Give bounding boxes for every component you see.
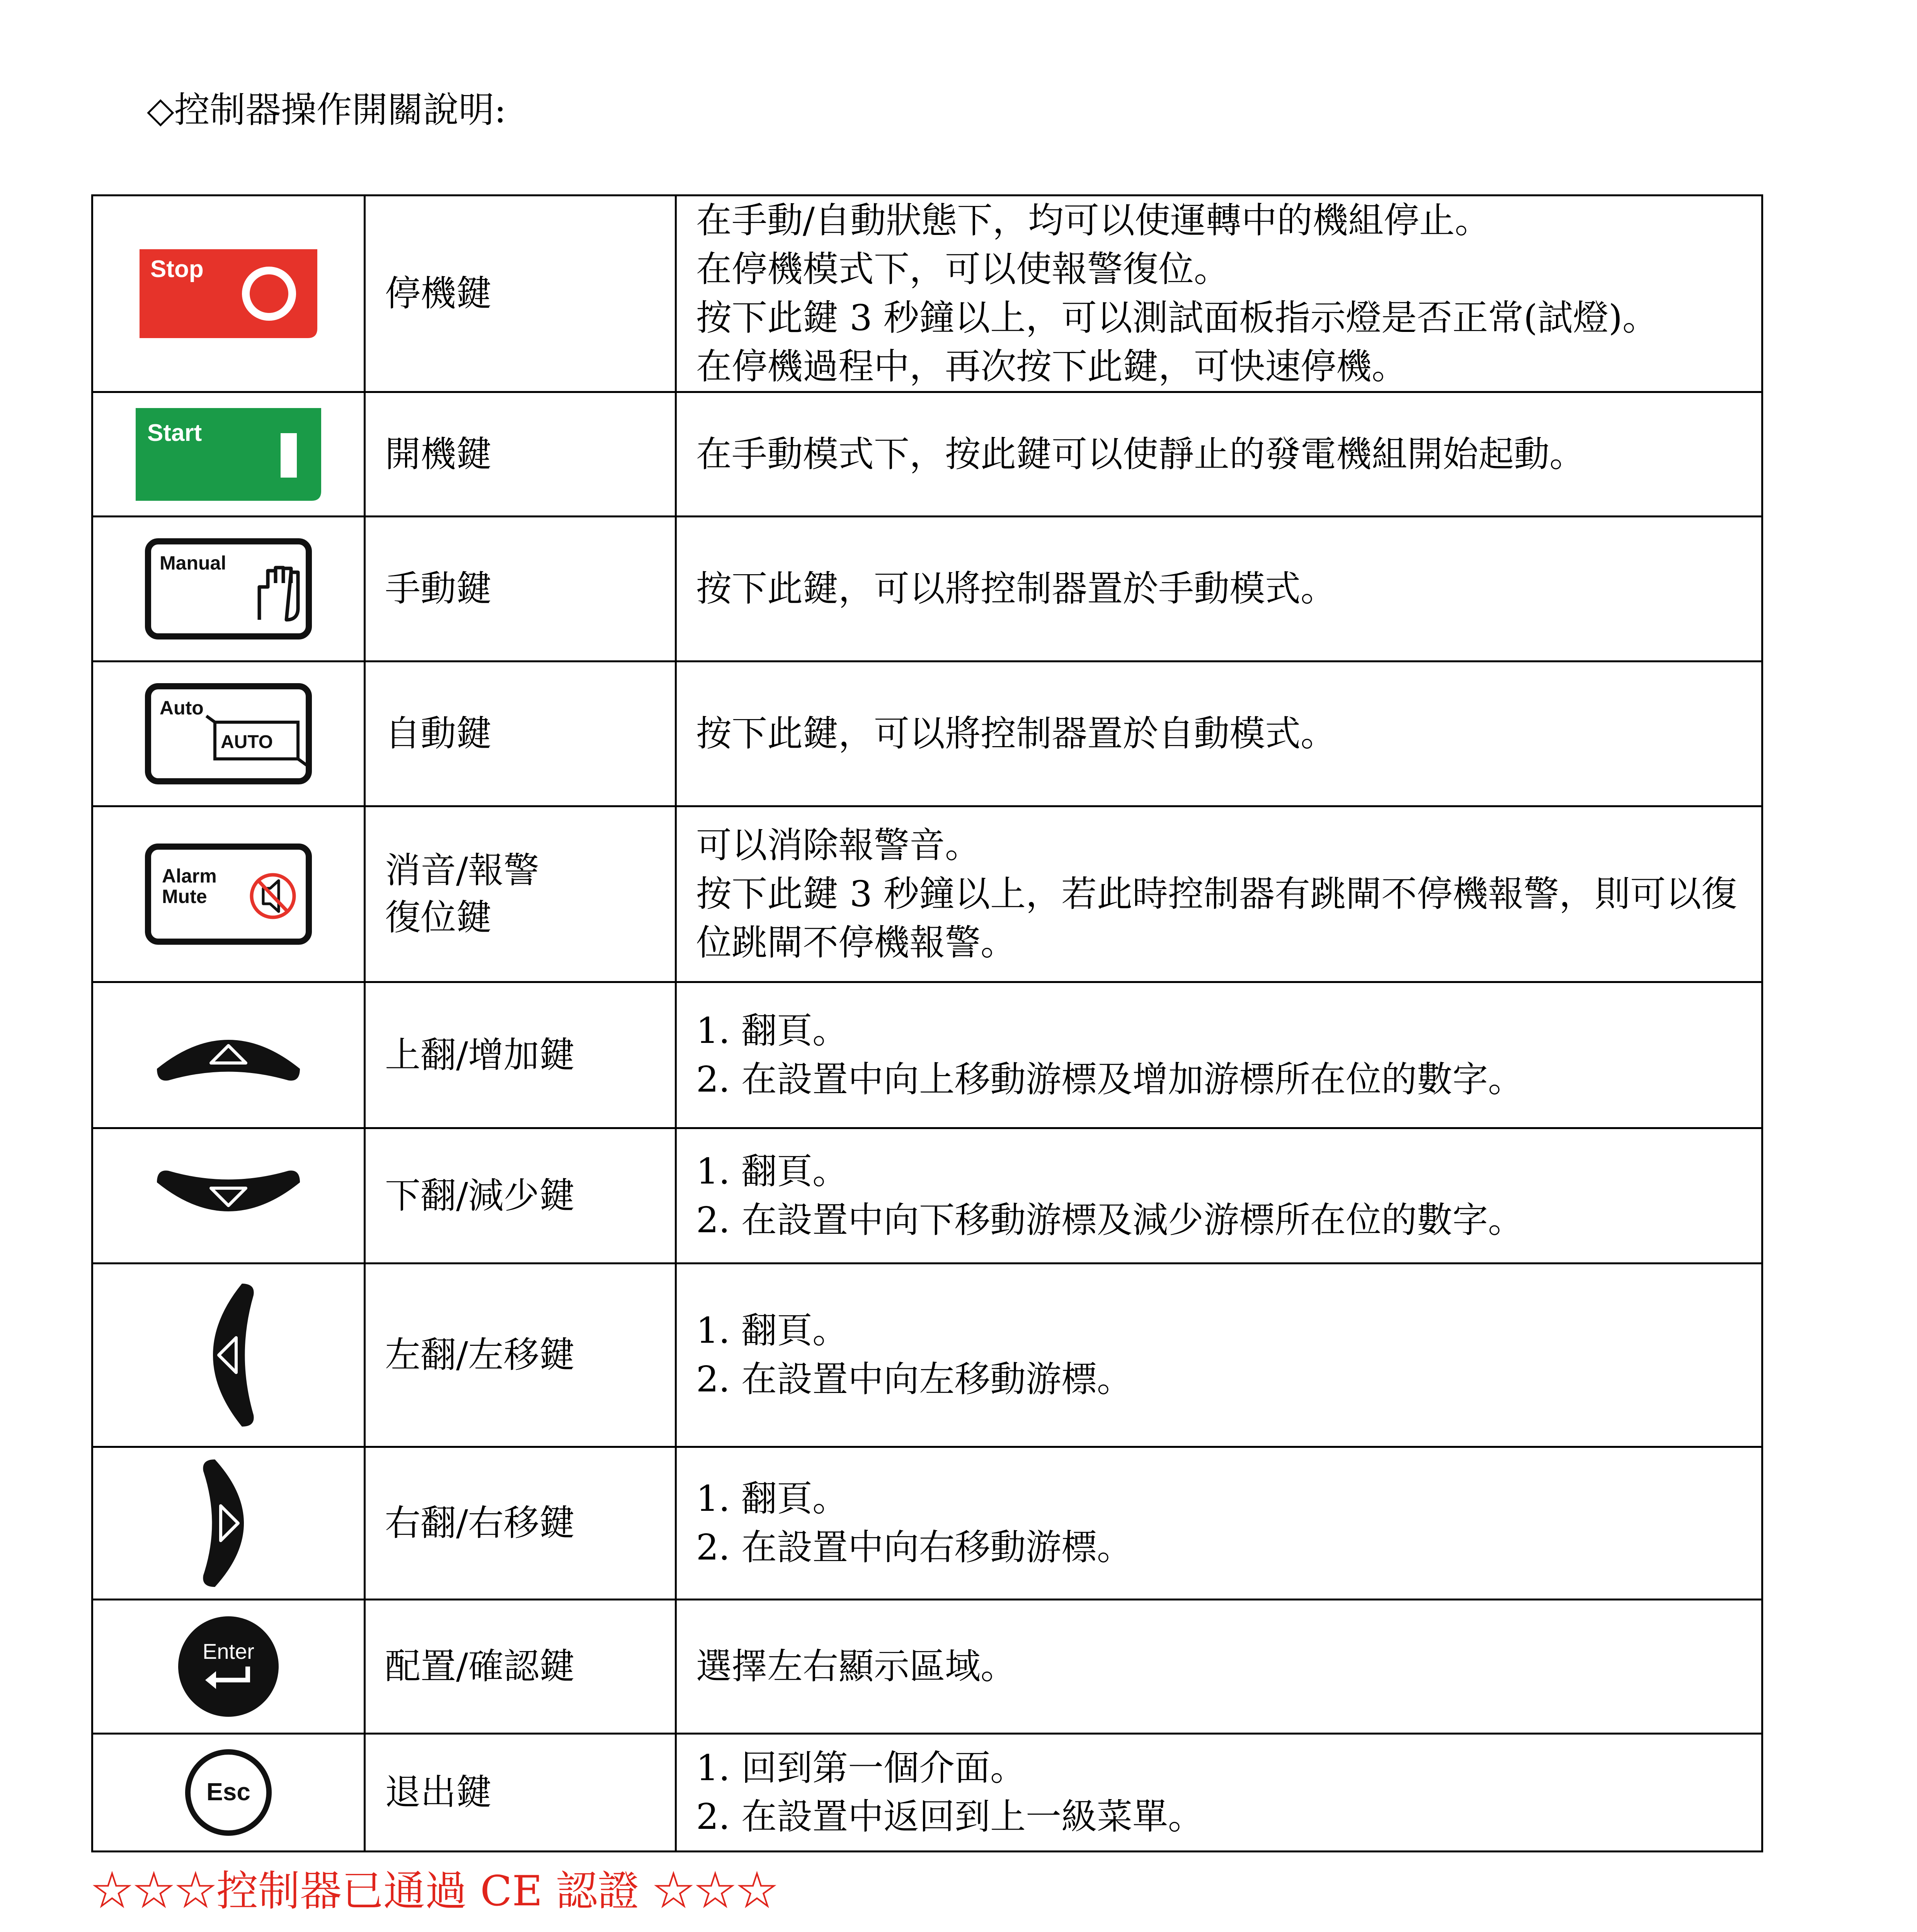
desc-line: 在手動模式下，按此鍵可以使靜止的發電機組開始起動。: [696, 433, 1585, 475]
alarm-label: Alarm: [162, 865, 217, 887]
desc-line: 2. 在設置中向上移動游標及增加游標所在位的數字。: [696, 1058, 1524, 1100]
auto-inner-label: AUTO: [221, 732, 273, 752]
enter-button-icon: [174, 1612, 283, 1721]
desc-line: 1. 翻頁。: [696, 1478, 848, 1519]
start-button-icon: [132, 404, 325, 505]
manual-button-icon: [143, 537, 313, 641]
desc-line: 在停機過程中，再次按下此鍵，可快速停機。: [696, 346, 1408, 387]
alarm-mute-button-icon: [143, 842, 313, 946]
key-name: 手動鍵: [365, 517, 676, 662]
desc-line: 按下此鍵 3 秒鐘以上，若此時控制器有跳閘不停機報警，則可以復位跳閘不停機報警。: [696, 873, 1737, 963]
table-row: [92, 392, 1762, 517]
desc-line: 2. 在設置中向左移動游標。: [696, 1359, 1133, 1400]
desc-line: 在停機模式下，可以使報警復位。: [696, 248, 1230, 290]
left-arrow-button-icon: [196, 1278, 261, 1432]
ce-certification-note: ☆☆☆控制器已通過 CE 認證 ☆☆☆: [91, 1867, 778, 1915]
esc-label: Esc: [206, 1778, 250, 1806]
auto-button-icon: [143, 682, 313, 786]
start-label: Start: [147, 419, 202, 446]
key-name: 右翻/右移鍵: [365, 1447, 676, 1600]
desc-line: 1. 回到第一個介面。: [696, 1747, 1026, 1789]
mute-label: Mute: [162, 886, 207, 907]
table-row: [92, 1734, 1762, 1852]
desc-line: 1. 翻頁。: [696, 1310, 848, 1351]
table-row: [92, 662, 1762, 806]
desc-line: 2. 在設置中返回到上一級菜單。: [696, 1796, 1204, 1837]
table-row: [92, 1264, 1762, 1447]
key-name: 消音/報警 復位鍵: [365, 806, 676, 982]
key-name: 自動鍵: [365, 662, 676, 806]
key-name: 配置/確認鍵: [365, 1600, 676, 1734]
page-heading: ◇控制器操作開關說明:: [147, 89, 506, 131]
key-name: 下翻/減少鍵: [365, 1128, 676, 1264]
key-name: 上翻/增加鍵: [365, 982, 676, 1128]
table-row: [92, 806, 1762, 982]
stop-label: Stop: [150, 256, 204, 282]
desc-line: 1. 翻頁。: [696, 1150, 848, 1192]
key-name: 退出鍵: [365, 1734, 676, 1852]
desc-line: 按下此鍵 3 秒鐘以上，可以測試面板指示燈是否正常(試燈)。: [696, 297, 1658, 338]
up-arrow-button-icon: [151, 1022, 306, 1088]
table-row: [92, 517, 1762, 662]
desc-line: 按下此鍵，可以將控制器置於手動模式。: [696, 568, 1336, 609]
enter-label: Enter: [203, 1639, 254, 1663]
table-row: [92, 1128, 1762, 1264]
desc-line: 按下此鍵，可以將控制器置於自動模式。: [696, 713, 1336, 754]
table-row: [92, 1447, 1762, 1600]
table-row: [92, 982, 1762, 1128]
table-row: [92, 1600, 1762, 1734]
key-name: 左翻/左移鍵: [365, 1264, 676, 1447]
esc-button-icon: [182, 1746, 275, 1839]
table-row: [92, 196, 1762, 392]
desc-line: 2. 在設置中向右移動游標。: [696, 1527, 1133, 1568]
manual-label: Manual: [160, 552, 226, 574]
stop-button-icon: [136, 245, 321, 342]
desc-line: 2. 在設置中向下移動游標及減少游標所在位的數字。: [696, 1199, 1524, 1241]
down-arrow-button-icon: [151, 1163, 306, 1229]
desc-line: 可以消除報警音。: [696, 825, 981, 866]
desc-line: 在手動/自動狀態下，均可以使運轉中的機組停止。: [696, 200, 1490, 241]
desc-line: 1. 翻頁。: [696, 1010, 848, 1051]
auto-label: Auto: [160, 697, 204, 719]
key-name: 開機鍵: [365, 392, 676, 517]
key-function-table: [91, 194, 1763, 1852]
right-arrow-button-icon: [196, 1454, 261, 1593]
desc-line: 選擇左右顯示區域。: [696, 1646, 1016, 1687]
key-name: 停機鍵: [365, 196, 676, 392]
